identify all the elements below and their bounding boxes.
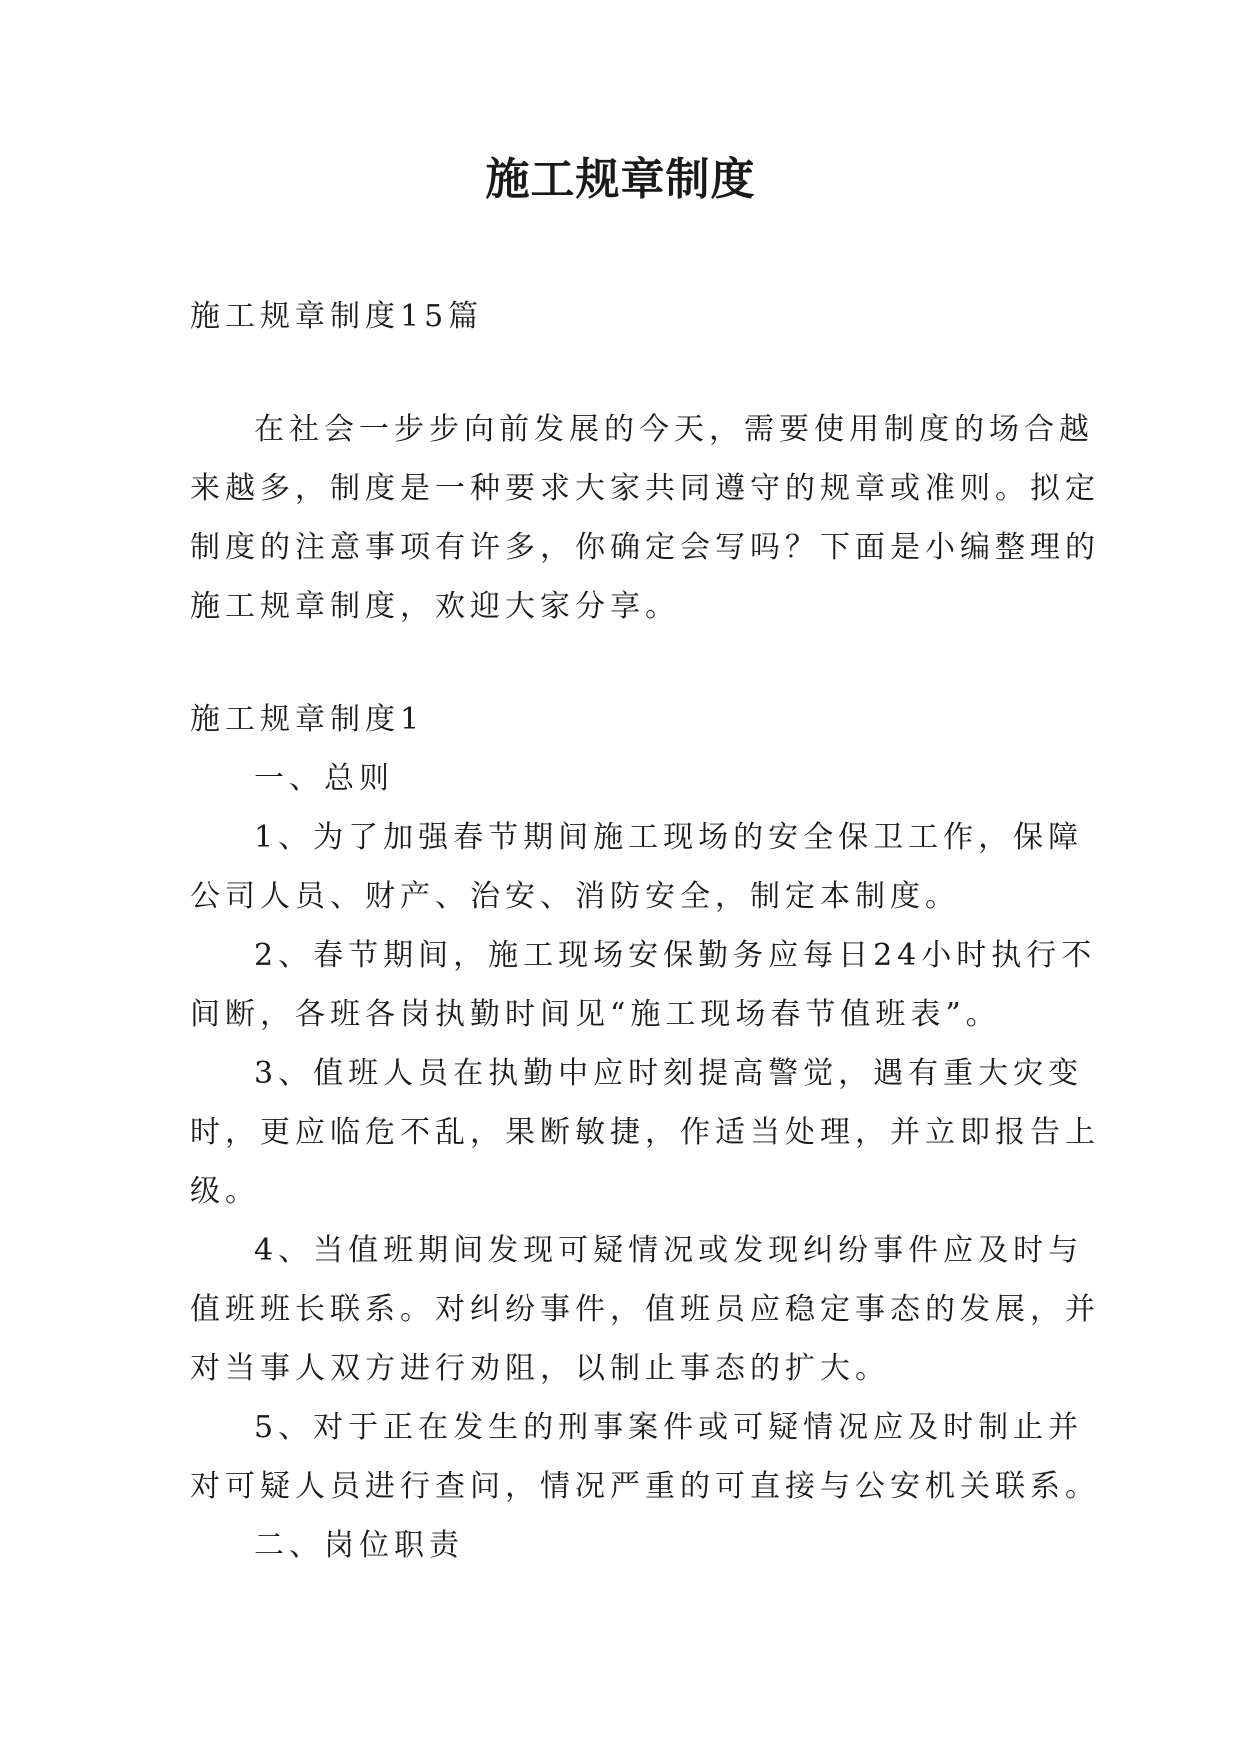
item-5-line-2: 对可疑人员进行查问，情况严重的可直接与公安机关联系。 [190,1469,1100,1504]
item-2-line-1: 2、春节期间，施工现场安保勤务应每日24小时执行不 [254,938,1097,973]
section-title: 施工规章制度1 [190,702,425,737]
item-4-line-2: 值班班长联系。对纠纷事件，值班员应稳定事态的发展，并 [190,1292,1100,1327]
intro-line-3: 制度的注意事项有许多，你确定会写吗？下面是小编整理的 [190,530,1100,565]
item-3-line-3: 级。 [190,1174,260,1209]
item-5-line-1: 5、对于正在发生的刑事案件或可疑情况应及时制止并 [254,1410,1084,1445]
heading-general: 一、总则 [254,761,394,796]
document-title: 施工规章制度 [485,154,756,205]
intro-line-4: 施工规章制度，欢迎大家分享。 [190,589,680,624]
item-1-line-2: 公司人员、财产、治安、消防安全，制定本制度。 [190,879,960,914]
item-1-line-1: 1、为了加强春节期间施工现场的安全保卫工作，保障 [254,820,1084,855]
item-4-line-3: 对当事人双方进行劝阻，以制止事态的扩大。 [190,1351,890,1386]
item-3-line-2: 时，更应临危不乱，果断敏捷，作适当处理，并立即报告上 [190,1115,1100,1150]
item-2-line-2: 间断，各班各岗执勤时间见“施工现场春节值班表”。 [190,997,1001,1032]
intro-line-1: 在社会一步步向前发展的今天，需要使用制度的场合越 [254,412,1094,447]
intro-line-2: 来越多，制度是一种要求大家共同遵守的规章或准则。拟定 [190,471,1100,506]
heading-duties: 二、岗位职责 [254,1528,464,1563]
item-4-line-1: 4、当值班期间发现可疑情况或发现纠纷事件应及时与 [254,1233,1084,1268]
document-subtitle: 施工规章制度15篇 [190,299,484,334]
item-3-line-1: 3、值班人员在执勤中应时刻提高警觉，遇有重大灾变 [254,1056,1084,1091]
